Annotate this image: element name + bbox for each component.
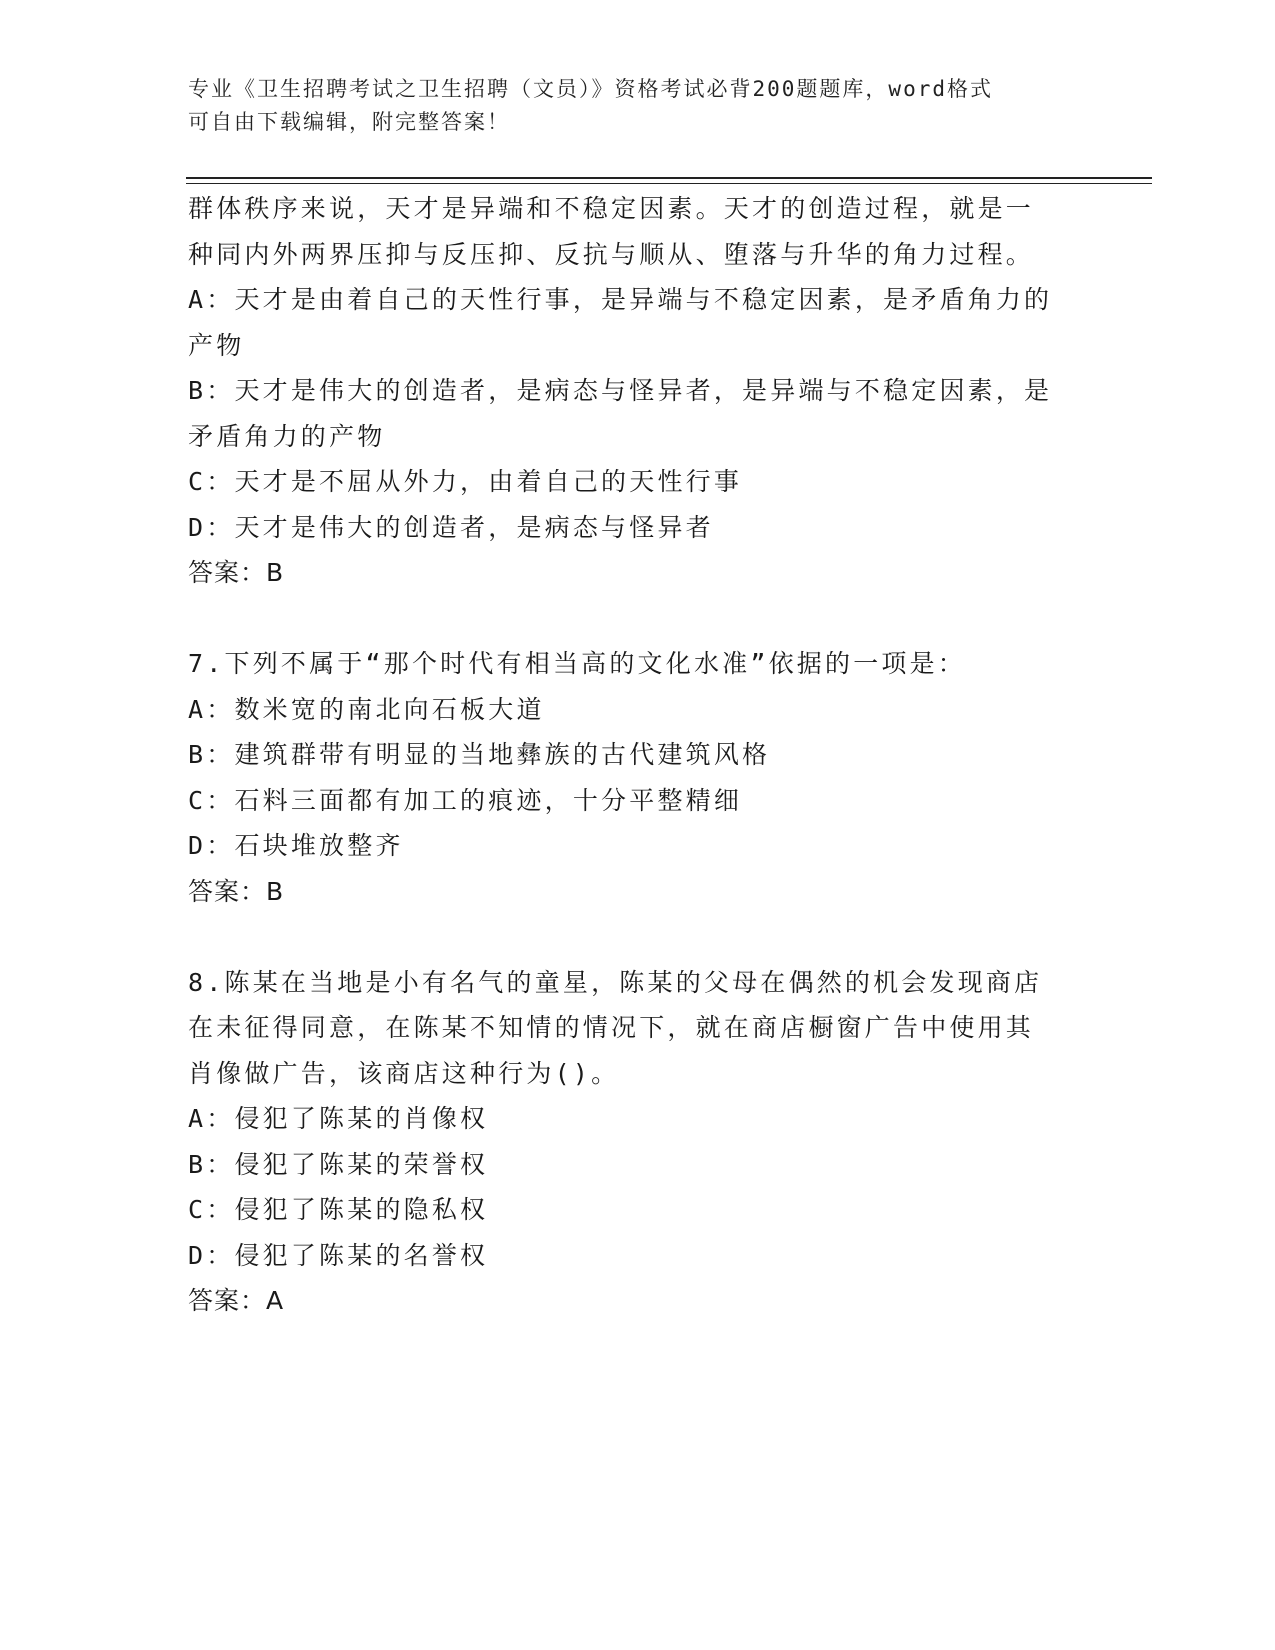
option-d: D：侵犯了陈某的名誉权: [188, 1240, 489, 1270]
question-text-line: 在未征得同意，在陈某不知情的情况下，就在商店橱窗广告中使用其: [188, 1013, 1035, 1042]
option-a: A：数米宽的南北向石板大道: [188, 694, 545, 724]
question-text-line: 8.陈某在当地是小有名气的童星，陈某的父母在偶然的机会发现商店: [188, 967, 1043, 997]
header-title-line-2: 可自由下载编辑，附完整答案！: [188, 110, 510, 134]
question-spacer: [188, 914, 1088, 960]
option-b: B：天才是伟大的创造者，是病态与怪异者，是异端与不稳定因素，是: [188, 376, 1053, 405]
option-b: B：建筑群带有明显的当地彝族的古代建筑风格: [188, 740, 771, 769]
question-content: [188, 186, 1088, 1324]
option-a-continued: 产物: [188, 330, 245, 360]
question-spacer: [188, 596, 1088, 642]
answer-label: 答案：B: [188, 558, 285, 587]
question-text-line: 7.下列不属于“那个时代有相当高的文化水准”依据的一项是：: [188, 649, 967, 678]
document-header: [188, 73, 1088, 139]
question-text-line: 种同内外两界压抑与反压抑、反抗与顺从、堕落与升华的角力过程。: [188, 239, 1035, 269]
option-b: B：侵犯了陈某的荣誉权: [188, 1149, 489, 1179]
option-c: C：侵犯了陈某的隐私权: [188, 1195, 489, 1224]
question-6: [188, 186, 1088, 596]
question-7: [188, 641, 1088, 914]
question-text-line: 群体秩序来说，天才是异端和不稳定因素。天才的创造过程，就是一: [188, 194, 1035, 223]
option-a: A：侵犯了陈某的肖像权: [188, 1104, 489, 1133]
option-d: D：石块堆放整齐: [188, 831, 404, 860]
option-c: C：天才是不屈从外力，由着自己的天性行事: [188, 467, 743, 496]
answer-label: 答案：A: [188, 1286, 285, 1315]
question-8: [188, 960, 1088, 1324]
header-title-line-1: 专业《卫生招聘考试之卫生招聘（文员）》资格考试必背200题题库，word格式: [188, 77, 993, 101]
option-d: D：天才是伟大的创造者，是病态与怪异者: [188, 512, 714, 542]
question-text-line: 肖像做广告，该商店这种行为()。: [188, 1058, 620, 1088]
option-c: C：石料三面都有加工的痕迹，十分平整精细: [188, 785, 743, 815]
answer-label: 答案：B: [188, 876, 285, 906]
header-divider-thin: [186, 183, 1152, 184]
header-divider-thick: [186, 177, 1152, 179]
option-a: A：天才是由着自己的天性行事，是异端与不稳定因素，是矛盾角力的: [188, 285, 1053, 314]
option-b-continued: 矛盾角力的产物: [188, 421, 386, 451]
